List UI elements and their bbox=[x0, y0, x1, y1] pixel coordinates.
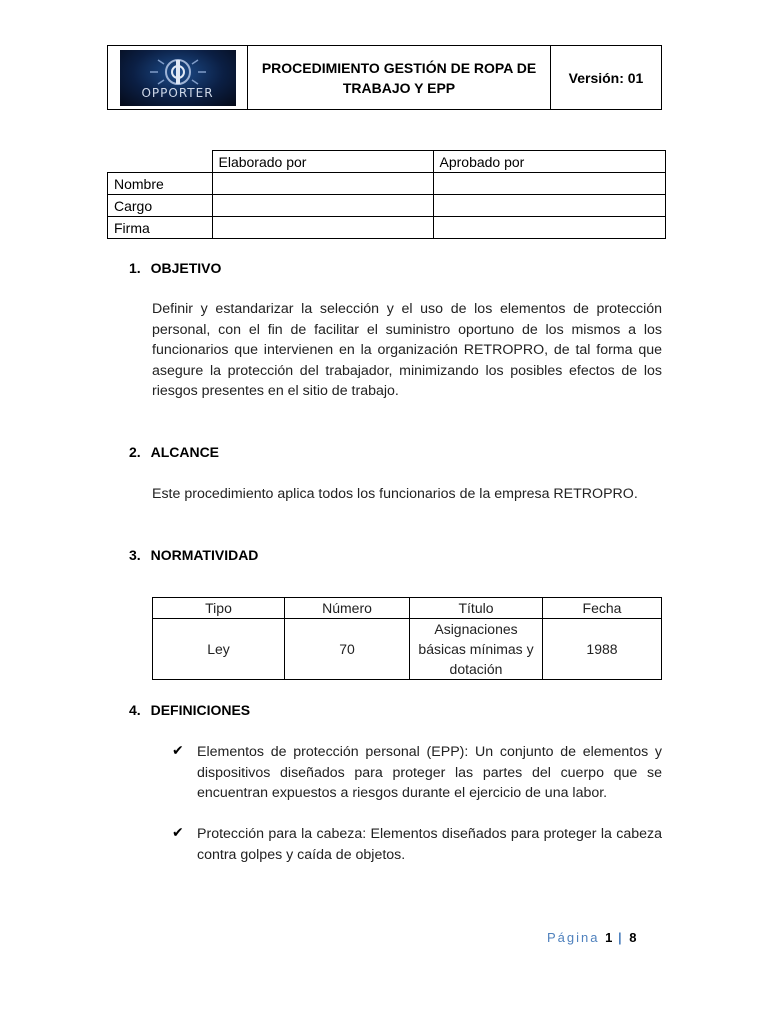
check-icon: ✔ bbox=[172, 742, 184, 758]
section-title: OBJETIVO bbox=[150, 260, 222, 276]
row-label-firma: Firma bbox=[108, 217, 213, 239]
section-number: 4. bbox=[129, 702, 141, 718]
norm-cell-numero: 70 bbox=[285, 619, 410, 680]
norm-cell-titulo: Asignaciones básicas mínimas y dotación bbox=[410, 619, 543, 680]
firma-elaborado-cell bbox=[212, 217, 433, 239]
section-definiciones-heading bbox=[129, 702, 250, 718]
definition-text: Elementos de protección personal (EPP): Un conjunto de elementos y dispositivos diseñados para proteger las partes del cuerpo que se encuentran expuestos a riesgos durante el ejercicio de una labor. bbox=[197, 744, 662, 801]
nombre-aprobado-cell bbox=[433, 173, 666, 195]
firma-aprobado-cell bbox=[433, 217, 666, 239]
document-title: PROCEDIMIENTO GESTIÓN DE ROPA DE TRABAJO Y EPP bbox=[248, 46, 551, 109]
page-footer bbox=[547, 930, 636, 945]
norm-cell-tipo: Ley bbox=[153, 619, 285, 680]
definition-item bbox=[172, 742, 662, 804]
header-aprobado: Aprobado por bbox=[433, 151, 666, 173]
section-normatividad-heading bbox=[129, 547, 258, 563]
page-separator: | bbox=[617, 930, 624, 945]
section-title: DEFINICIONES bbox=[150, 702, 251, 718]
norm-header-numero: Número bbox=[285, 598, 410, 619]
normatividad-table bbox=[152, 597, 662, 680]
definition-item bbox=[172, 824, 662, 865]
section-title: NORMATIVIDAD bbox=[150, 547, 259, 563]
norm-header-tipo: Tipo bbox=[153, 598, 285, 619]
norm-header-titulo: Título bbox=[410, 598, 543, 619]
approval-corner-cell bbox=[108, 151, 213, 173]
section-number: 1. bbox=[129, 260, 141, 276]
company-logo bbox=[120, 50, 236, 106]
section-objetivo-heading bbox=[129, 260, 221, 276]
header-elaborado: Elaborado por bbox=[212, 151, 433, 173]
section-number: 2. bbox=[129, 444, 141, 460]
definition-text: Protección para la cabeza: Elementos diseñados para proteger la cabeza contra golpes y caída de objetos. bbox=[197, 826, 662, 863]
row-label-cargo: Cargo bbox=[108, 195, 213, 217]
objetivo-paragraph: Definir y estandarizar la selección y el uso de los elementos de protección personal, con el fin de facilitar el suministro oportuno de los mismos a los funcionarios que intervienen en la organización RETROPRO, de tal forma que asegure la protección del trabajador, minimizando los posibles efectos de los riesgos presentes en el sitio de trabajo. bbox=[152, 301, 662, 399]
cargo-aprobado-cell bbox=[433, 195, 666, 217]
logo-text: OPPORTER bbox=[141, 85, 214, 100]
alcance-paragraph: Este procedimiento aplica todos los funcionarios de la empresa RETROPRO. bbox=[152, 486, 638, 502]
cargo-elaborado-cell bbox=[212, 195, 433, 217]
page-label: Página bbox=[547, 930, 600, 945]
version-label: Versión: 01 bbox=[568, 69, 644, 86]
section-title: ALCANCE bbox=[150, 444, 220, 460]
approval-table bbox=[107, 150, 666, 239]
nombre-elaborado-cell bbox=[212, 173, 433, 195]
section-alcance-heading bbox=[129, 444, 219, 460]
row-label-nombre: Nombre bbox=[108, 173, 213, 195]
document-header bbox=[107, 45, 662, 110]
norm-header-fecha: Fecha bbox=[543, 598, 662, 619]
check-icon: ✔ bbox=[172, 824, 184, 840]
section-number: 3. bbox=[129, 547, 141, 563]
logo-cell bbox=[108, 46, 248, 109]
page-total: 8 bbox=[629, 930, 637, 945]
norm-cell-fecha: 1988 bbox=[543, 619, 662, 680]
page-number: 1 bbox=[605, 930, 613, 945]
